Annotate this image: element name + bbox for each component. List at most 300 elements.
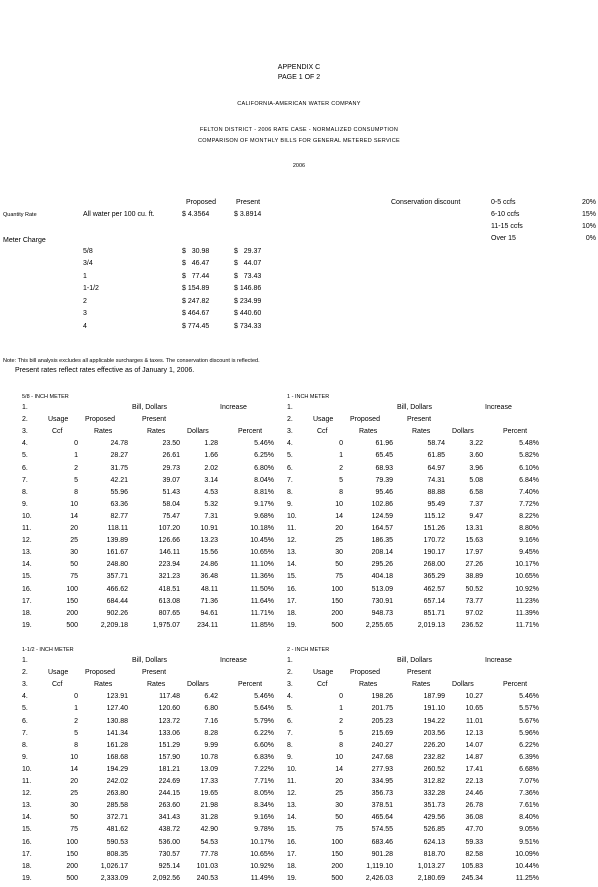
row-number: 5.: [287, 705, 293, 713]
increase-percent: 6.22%: [254, 729, 274, 737]
present-bill: 232.82: [423, 753, 445, 761]
table-row: [22, 839, 282, 851]
proposed-bill: 295.26: [371, 561, 393, 569]
proposed-bill: 2,209.18: [100, 621, 128, 629]
row-number: 1.: [22, 657, 28, 664]
note-exclusions: Note: This bill analysis excludes all applicable surcharges & taxes. The conservation discount is reflected.: [3, 358, 260, 364]
present-bill: 61.85: [427, 452, 445, 460]
increase-header: Increase: [485, 657, 512, 664]
increase-dollars: 26.78: [465, 802, 483, 810]
meter-charge-proposed: $ 154.89: [182, 285, 210, 292]
table-row: [287, 754, 547, 766]
bill-dollars-header: Bill, Dollars: [397, 657, 433, 664]
row-number: 8.: [22, 741, 28, 749]
row-number: 9.: [22, 753, 28, 761]
present-bill: 115.12: [424, 512, 445, 520]
present-bill: 117.48: [159, 693, 180, 701]
row-number: 15.: [22, 826, 32, 834]
table-row: [287, 814, 547, 826]
usage-ccf: 150: [66, 597, 78, 605]
row-number: 10.: [22, 512, 32, 520]
increase-percent: 5.46%: [254, 693, 274, 701]
proposed-bill: 240.27: [371, 741, 393, 749]
table-row: [22, 863, 282, 875]
proposed-bill: 124.59: [371, 512, 393, 520]
row-number: 14.: [22, 814, 32, 822]
present-bill: 151.26: [423, 525, 445, 532]
present-bill: 268.00: [423, 561, 445, 569]
increase-dollars: 71.36: [200, 597, 218, 605]
present-bill: 438.72: [158, 826, 180, 834]
increase-percent: 5.64%: [254, 705, 274, 713]
row-number: 6.: [22, 464, 28, 472]
table-row: [287, 705, 547, 717]
usage-ccf: 500: [66, 621, 78, 629]
bill-dollars-header: Bill, Dollars: [132, 657, 168, 664]
table-row: [287, 586, 547, 598]
row-number: 14.: [22, 561, 32, 569]
proposed-bill: 161.67: [106, 549, 128, 557]
quantity-rate-label: Quantity Rate: [3, 212, 37, 218]
table-row: [287, 525, 547, 537]
increase-percent: 10.92%: [515, 585, 539, 593]
proposed-bill: 186.35: [371, 537, 393, 545]
proposed-bill: 466.62: [106, 585, 128, 593]
rates-header-proposed: Rates: [94, 428, 113, 436]
row-number: 10.: [22, 765, 32, 773]
increase-percent: 8.40%: [519, 814, 539, 822]
dollars-header: Dollars: [187, 681, 209, 689]
proposed-bill: 42.21: [110, 476, 128, 484]
increase-dollars: 10.91: [200, 525, 218, 532]
usage-ccf: 500: [331, 621, 343, 629]
increase-percent: 7.71%: [254, 778, 274, 785]
usage-ccf: 1: [339, 705, 343, 713]
present-bill: 224.69: [158, 778, 180, 785]
increase-dollars: 14.87: [465, 753, 483, 761]
usage-ccf: 150: [66, 850, 78, 858]
row-number: 7.: [287, 729, 293, 737]
present-bill: 365.29: [423, 573, 445, 581]
increase-percent: 7.22%: [254, 765, 274, 773]
table-row: [22, 742, 282, 754]
increase-dollars: 17.33: [200, 778, 218, 785]
proposed-bill: 28.27: [110, 452, 128, 460]
usage-ccf: 0: [339, 693, 343, 701]
present-bill: 194.22: [423, 717, 445, 725]
conservation-tier-pct: 0%: [585, 235, 596, 242]
increase-dollars: 10.78: [200, 753, 218, 761]
rates-header-present: Rates: [147, 681, 166, 689]
present-bill: 58.74: [427, 440, 445, 448]
increase-dollars: 7.31: [204, 512, 218, 520]
present-bill: 260.52: [423, 765, 445, 773]
present-header: Present: [142, 669, 167, 677]
proposed-bill: 902.26: [106, 609, 128, 617]
proposed-bill: 201.75: [371, 705, 393, 713]
increase-dollars: 31.28: [200, 814, 218, 822]
present-bill: 181.21: [158, 765, 180, 773]
increase-percent: 10.45%: [250, 537, 274, 545]
proposed-bill: 513.09: [371, 585, 393, 593]
meter-size: 1: [83, 273, 87, 280]
increase-dollars: 10.27: [465, 693, 483, 701]
increase-percent: 5.46%: [254, 440, 274, 448]
usage-ccf: 100: [331, 838, 343, 846]
row-number: 13.: [287, 802, 297, 810]
proposed-bill: 164.57: [371, 525, 393, 532]
present-bill: 624.13: [423, 838, 445, 846]
proposed-bill: 68.93: [375, 464, 393, 472]
table-row: [22, 693, 282, 705]
row-number: 6.: [287, 464, 293, 472]
comparison-title: COMPARISON OF MONTHLY BILLS FOR GENERAL METERED SERVICE: [197, 138, 400, 144]
increase-percent: 8.34%: [254, 802, 274, 810]
row-number: 12.: [22, 537, 32, 545]
conservation-tier-pct: 10%: [581, 223, 596, 230]
ccf-header: Ccf: [52, 681, 63, 689]
present-bill: 64.97: [427, 464, 445, 472]
present-bill: 321.23: [158, 573, 180, 581]
row-number: 2.: [22, 416, 28, 424]
table-row: [22, 586, 282, 598]
increase-percent: 11.36%: [250, 573, 274, 581]
increase-percent: 5.46%: [519, 693, 539, 701]
row-number: 11.: [287, 778, 297, 785]
usage-header: Usage: [48, 416, 69, 424]
conservation-tier-range: 6-10 ccfs: [491, 211, 520, 218]
meter-table: [22, 394, 312, 629]
table-row: [22, 549, 282, 561]
increase-percent: 5.48%: [519, 440, 539, 448]
increase-percent: 10.18%: [250, 525, 274, 532]
usage-ccf: 75: [335, 826, 343, 834]
proposed-bill: 356.73: [371, 790, 393, 798]
present-bill: 2,019.13: [417, 621, 445, 629]
row-number: 19.: [287, 621, 297, 629]
increase-percent: 5.67%: [519, 717, 539, 725]
usage-ccf: 10: [335, 753, 343, 761]
increase-header: Increase: [220, 404, 247, 411]
proposed-bill: 277.93: [371, 765, 393, 773]
row-number: 5.: [287, 452, 293, 460]
meter-charge-proposed: $ 774.45: [182, 323, 210, 330]
present-bill: 418.51: [158, 585, 180, 593]
dollars-header: Dollars: [452, 428, 474, 436]
row-number: 13.: [287, 549, 297, 557]
proposed-bill: 1,026.17: [100, 862, 128, 870]
usage-ccf: 5: [74, 729, 78, 737]
usage-ccf: 20: [335, 525, 343, 532]
proposed-bill: 263.80: [106, 790, 128, 798]
row-number: 9.: [287, 753, 293, 761]
table-row: [22, 598, 282, 610]
conservation-tier-range: 0-5 ccfs: [491, 199, 516, 206]
table-row: [287, 598, 547, 610]
meter-size: 5/8: [83, 248, 93, 255]
proposed-bill: 65.45: [375, 452, 393, 460]
percent-header: Percent: [503, 681, 528, 689]
usage-header: Usage: [313, 669, 334, 677]
usage-ccf: 30: [335, 802, 343, 810]
present-bill: 133.06: [158, 729, 180, 737]
proposed-bill: 61.96: [375, 440, 393, 448]
present-bill: 190.17: [423, 549, 445, 557]
present-bill: 613.08: [158, 597, 180, 605]
proposed-bill: 130.88: [106, 717, 128, 725]
present-bill: 29.73: [162, 464, 180, 472]
increase-dollars: 73.77: [465, 597, 483, 605]
table-row: [287, 742, 547, 754]
row-number: 16.: [22, 585, 32, 593]
usage-ccf: 2: [74, 464, 78, 472]
row-number: 16.: [22, 838, 32, 846]
appendix-title: APPENDIX C: [277, 64, 321, 71]
present-bill: 263.60: [158, 802, 180, 810]
company-name: CALIFORNIA-AMERICAN WATER COMPANY: [237, 101, 361, 107]
proposed-bill: 808.35: [106, 850, 128, 858]
proposed-bill: 2,255.65: [365, 621, 393, 629]
table-row: [287, 465, 547, 477]
present-bill: 146.11: [159, 549, 180, 557]
increase-percent: 9.78%: [254, 826, 274, 834]
row-number: 10.: [287, 765, 297, 773]
row-number: 1.: [22, 404, 28, 411]
row-number: 17.: [287, 850, 297, 858]
increase-dollars: 13.31: [465, 525, 483, 532]
increase-percent: 11.10%: [250, 561, 274, 569]
present-bill: 126.66: [158, 537, 180, 545]
usage-ccf: 200: [331, 609, 343, 617]
increase-percent: 6.39%: [519, 753, 539, 761]
increase-dollars: 6.42: [204, 693, 218, 701]
table-row: [287, 440, 547, 452]
proposed-bill: 948.73: [371, 609, 393, 617]
increase-dollars: 27.26: [465, 561, 483, 569]
table-row: [287, 778, 547, 790]
increase-dollars: 50.52: [465, 585, 483, 593]
usage-ccf: 0: [339, 440, 343, 448]
row-number: 12.: [287, 537, 297, 545]
increase-dollars: 24.86: [200, 561, 218, 569]
table-row: [287, 790, 547, 802]
table-row: [22, 440, 282, 452]
increase-percent: 7.07%: [519, 778, 539, 785]
increase-percent: 8.80%: [519, 525, 539, 532]
present-header: Present: [407, 669, 432, 677]
usage-ccf: 2: [339, 717, 343, 725]
increase-percent: 7.61%: [519, 802, 539, 810]
increase-percent: 6.83%: [254, 753, 274, 761]
usage-ccf: 14: [335, 765, 343, 773]
proposed-bill: 161.28: [106, 741, 128, 749]
present-bill: 244.15: [158, 790, 180, 798]
increase-percent: 9.51%: [519, 838, 539, 846]
increase-percent: 8.81%: [254, 488, 274, 496]
present-bill: 1,013.27: [417, 862, 445, 870]
table-row: [22, 452, 282, 464]
table-row: [287, 863, 547, 875]
usage-ccf: 200: [331, 862, 343, 870]
present-bill: 191.10: [423, 705, 445, 713]
quantity-rate-desc: All water per 100 cu. ft.: [83, 211, 155, 218]
usage-ccf: 0: [74, 693, 78, 701]
increase-dollars: 236.52: [461, 621, 483, 629]
usage-ccf: 75: [70, 826, 78, 834]
meter-size: 2: [83, 298, 87, 305]
row-number: 9.: [22, 500, 28, 508]
table-row: [22, 790, 282, 802]
quantity-rate-present: $ 3.8914: [234, 211, 262, 218]
increase-dollars: 9.47: [469, 512, 483, 520]
increase-dollars: 97.02: [465, 609, 483, 617]
increase-dollars: 17.41: [465, 765, 483, 773]
usage-ccf: 500: [66, 874, 78, 882]
ccf-header: Ccf: [317, 428, 328, 436]
increase-dollars: 8.28: [204, 729, 218, 737]
row-number: 19.: [22, 621, 32, 629]
meter-charge-proposed: $ 464.67: [182, 310, 210, 317]
percent-header: Percent: [238, 428, 263, 436]
increase-percent: 10.17%: [515, 561, 539, 569]
increase-percent: 11.64%: [250, 597, 274, 605]
usage-ccf: 50: [70, 561, 78, 569]
usage-ccf: 1: [74, 705, 78, 713]
row-number: 18.: [22, 862, 32, 870]
increase-percent: 11.25%: [515, 874, 539, 882]
increase-dollars: 3.60: [469, 452, 483, 460]
conservation-tier-range: 11-15 ccfs: [491, 223, 523, 230]
usage-ccf: 8: [74, 741, 78, 749]
table-row: [22, 513, 282, 525]
usage-ccf: 10: [335, 500, 343, 508]
proposed-bill: 215.69: [371, 729, 393, 737]
meter-charge-present: $ 734.33: [234, 323, 262, 330]
increase-dollars: 240.53: [196, 874, 218, 882]
present-bill: 851.71: [423, 609, 445, 617]
increase-dollars: 105.83: [461, 862, 483, 870]
note-present-rates: Present rates reflect rates effective as of January 1, 2006.: [15, 367, 195, 374]
row-number: 11.: [287, 525, 297, 532]
present-bill: 107.20: [158, 525, 180, 532]
proposed-bill: 1,119.10: [366, 862, 393, 870]
meter-charge-present: $ 440.60: [234, 310, 262, 317]
proposed-bill: 168.68: [106, 753, 128, 761]
proposed-bill: 242.02: [106, 778, 128, 785]
proposed-bill: 123.91: [106, 693, 128, 701]
conservation-label: Conservation discount: [391, 199, 461, 206]
present-bill: 123.72: [158, 717, 180, 725]
row-number: 15.: [287, 826, 297, 834]
row-number: 11.: [22, 778, 32, 785]
meter-charge-present: $ 73.43: [234, 273, 262, 280]
bill-dollars-header: Bill, Dollars: [397, 404, 433, 411]
increase-dollars: 3.14: [204, 476, 218, 484]
table-row: [22, 501, 282, 513]
usage-ccf: 25: [335, 537, 343, 545]
row-number: 15.: [22, 573, 32, 581]
usage-ccf: 100: [331, 585, 343, 593]
table-row: [22, 610, 282, 622]
row-number: 12.: [287, 790, 297, 798]
meter-table: [22, 647, 312, 882]
proposed-bill: 95.46: [375, 488, 393, 496]
usage-ccf: 100: [66, 838, 78, 846]
table-row: [287, 561, 547, 573]
quantity-rate-proposed: $ 4.3564: [182, 211, 210, 218]
row-number: 19.: [22, 874, 32, 882]
proposed-bill: 285.58: [106, 802, 128, 810]
increase-percent: 10.65%: [250, 850, 274, 858]
increase-percent: 5.57%: [519, 705, 539, 713]
usage-ccf: 14: [70, 512, 78, 520]
meter-charge-present: $ 146.86: [234, 285, 262, 292]
row-number: 3.: [22, 681, 28, 689]
increase-dollars: 2.02: [204, 464, 218, 472]
increase-percent: 9.17%: [254, 500, 274, 508]
increase-dollars: 82.58: [465, 850, 483, 858]
table-row: [287, 610, 547, 622]
conservation-tier-pct: 15%: [581, 211, 596, 218]
row-number: 4.: [22, 693, 28, 701]
increase-percent: 6.68%: [519, 765, 539, 773]
table-row: [287, 718, 547, 730]
rates-col-proposed: Proposed: [186, 199, 216, 206]
percent-header: Percent: [503, 428, 528, 436]
proposed-bill: 684.44: [106, 597, 128, 605]
usage-ccf: 30: [70, 549, 78, 557]
increase-percent: 11.50%: [250, 585, 274, 593]
increase-percent: 11.23%: [515, 597, 539, 605]
increase-percent: 9.45%: [519, 549, 539, 557]
row-number: 15.: [287, 573, 297, 581]
row-number: 5.: [22, 452, 28, 460]
rates-header-present: Rates: [412, 681, 431, 689]
table-row: [22, 875, 282, 887]
increase-dollars: 13.23: [200, 537, 218, 545]
increase-percent: 10.92%: [250, 862, 274, 870]
proposed-bill: 102.86: [371, 500, 393, 508]
proposed-bill: 208.14: [371, 549, 393, 557]
conservation-tier-pct: 20%: [581, 199, 596, 206]
increase-percent: 7.40%: [519, 488, 539, 496]
usage-ccf: 2: [339, 464, 343, 472]
increase-percent: 9.16%: [519, 537, 539, 545]
increase-dollars: 59.33: [465, 838, 483, 846]
row-number: 18.: [287, 862, 297, 870]
row-number: 17.: [22, 597, 32, 605]
row-number: 17.: [22, 850, 32, 858]
proposed-bill: 118.11: [107, 525, 128, 532]
usage-header: Usage: [48, 669, 69, 677]
usage-ccf: 2: [74, 717, 78, 725]
proposed-bill: 378.51: [371, 802, 393, 810]
table-row: [287, 622, 547, 634]
present-bill: 807.65: [158, 609, 180, 617]
increase-dollars: 47.70: [465, 826, 483, 834]
proposed-bill: 481.62: [106, 826, 128, 834]
increase-percent: 9.16%: [254, 814, 274, 822]
proposed-bill: 205.23: [371, 717, 393, 725]
increase-percent: 11.39%: [515, 609, 539, 617]
proposed-bill: 2,333.09: [100, 874, 128, 882]
present-bill: 187.99: [423, 693, 445, 701]
proposed-bill: 79.39: [375, 476, 393, 484]
present-header: Present: [142, 416, 167, 424]
proposed-bill: 198.26: [371, 693, 393, 701]
increase-dollars: 54.53: [200, 838, 218, 846]
proposed-bill: 248.80: [106, 561, 128, 569]
